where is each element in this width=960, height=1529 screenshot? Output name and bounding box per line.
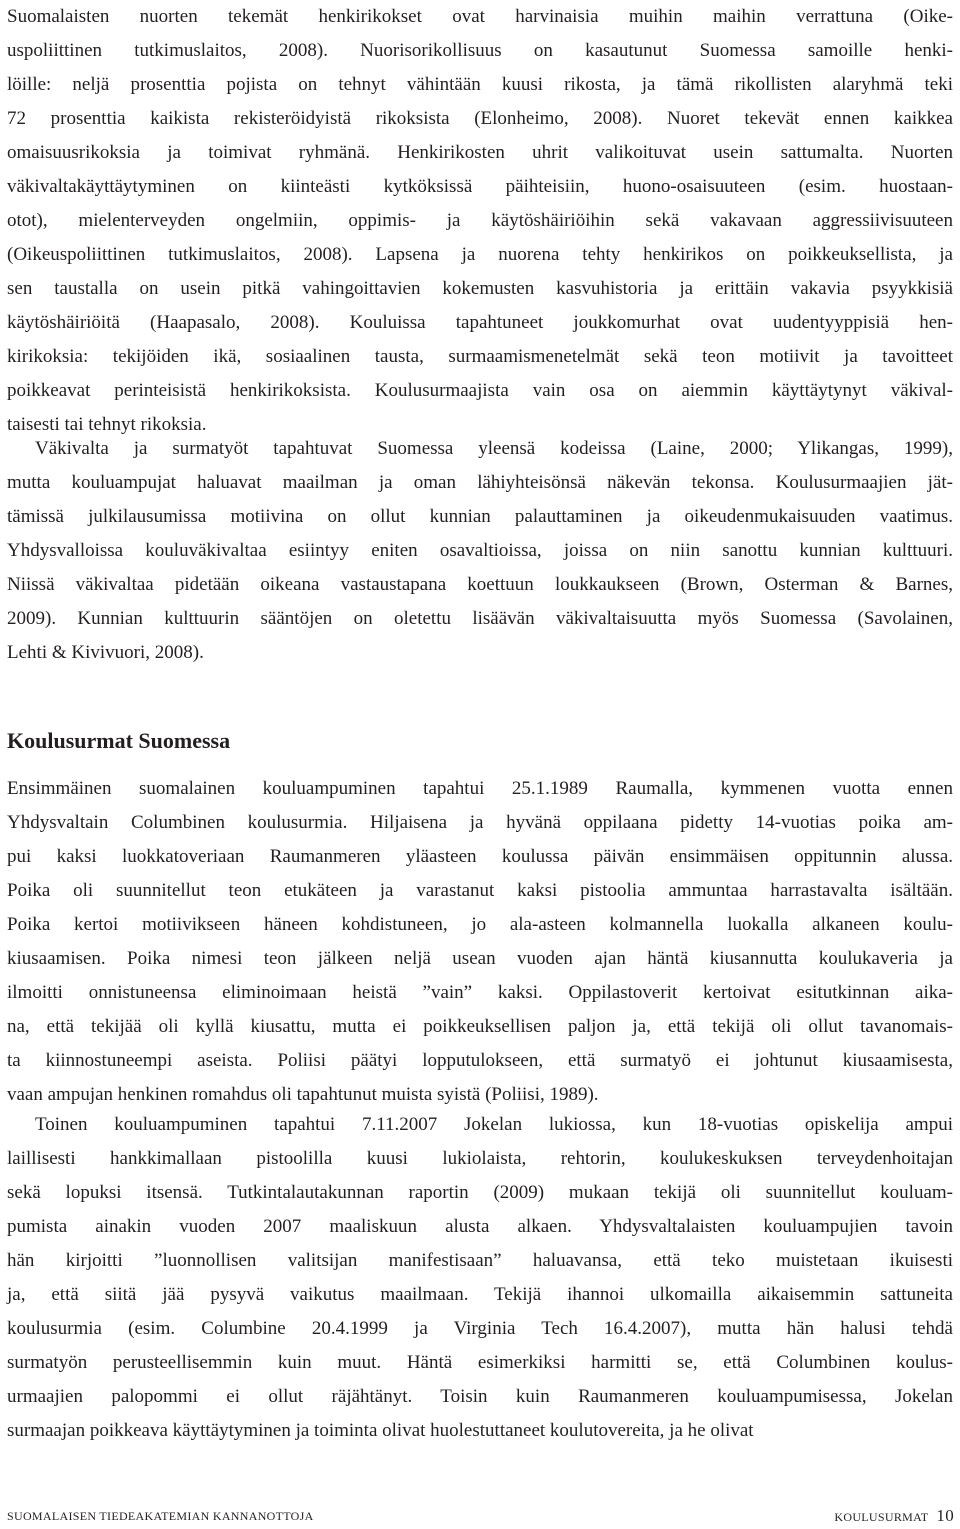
text-line: Ensimmäinen suomalainen kouluampuminen tapahtui 25.1.1989 Raumalla, kymmenen vuotta ennen [7,778,953,799]
footer-right [834,1508,954,1525]
text-line: 2009). Kunnian kulttuurin sääntöjen on oletettu lisäävän väkivaltaisuutta myös Suomessa (Savolainen, [7,608,953,629]
text-line: na, että tekijää oli kyllä kiusattu, mutta ei poikkeuksellisen paljon ja, että tekijä oli ollut tavanomais- [7,1016,953,1037]
paragraph-3 [7,772,953,1112]
page-number: 10 [936,1506,954,1525]
text-line: väkivaltakäyttäytyminen on kiinteästi kytköksissä päihteisiin, huono-osaisuuteen (esim. huostaan- [7,176,953,197]
footer-publication: SUOMALAISEN TIEDEAKATEMIAN KANNANOTTOJA [7,1509,314,1523]
text-line: Poika oli suunnitellut teon etukäteen ja varastanut kaksi pistoolia ammuntaa harrastavalta isältään. [7,880,953,901]
text-line: ta kiinnostuneempi aseista. Poliisi päätyi lopputulokseen, että surmatyö ei johtunut kiusaamisesta, [7,1050,953,1071]
footer-title: KOULUSURMAT [834,1510,929,1524]
text-line: uspoliittinen tutkimuslaitos, 2008). Nuorisorikollisuus on kasautunut Suomessa samoille henki- [7,40,953,61]
text-line: sen taustalla on usein pitkä vahingoittavien kokemusten kasvuhistoria ja erittäin vakavia psyykkisiä [7,278,953,299]
text-line: Toinen kouluampuminen tapahtui 7.11.2007 Jokelan lukiossa, kun 18-vuotias opiskelija ampui [35,1114,953,1135]
text-line: 72 prosenttia kaikista rekisteröidyistä rikoksista (Elonheimo, 2008). Nuoret tekevät ennen kaikkea [7,108,953,129]
text-line: pumista ainakin vuoden 2007 maaliskuun alusta alkaen. Yhdysvaltalaisten kouluampujien tavoin [7,1216,953,1237]
paragraph-4 [7,1108,953,1448]
text-line: ilmoitti onnistuneensa eliminoimaan heistä ”vain” kaksi. Oppilastoverit kertoivat esitutkinnan aika- [7,982,953,1003]
text-line: Väkivalta ja surmatyöt tapahtuvat Suomessa yleensä kodeissa (Laine, 2000; Ylikangas, 1999), [35,438,953,459]
text-line: taisesti tai tehnyt rikoksia. [7,414,207,435]
text-line: Yhdysvalloissa kouluväkivaltaa esiintyy eniten osavaltioissa, joissa on niin sanottu kunnian kulttuuri. [7,540,953,561]
text-line: otot), mielenterveyden ongelmiin, oppimis- ja käytöshäiriöihin sekä vakavaan aggressiivisuuteen [7,210,953,231]
text-line: vaan ampujan henkinen romahdus oli tapahtunut muista syistä (Poliisi, 1989). [7,1084,599,1105]
text-line: surmaajan poikkeava käyttäytyminen ja toiminta olivat huolestuttaneet koulutovereita, ja he olivat [7,1420,754,1441]
text-line: surmatyön perusteellisemmin kuin muut. Häntä esimerkiksi harmitti se, että Columbinen koulus- [7,1352,953,1373]
text-line: Niissä väkivaltaa pidetään oikeana vastaustapana koettuun loukkaukseen (Brown, Osterman & Barnes, [7,574,953,595]
text-line: ja, että siitä jää pysyvä vaikutus maailmaan. Tekijä ihannoi ulkomailla aikaisemmin sattuneita [7,1284,953,1305]
text-line: tämissä julkilausumissa motiivina on ollut kunnian palauttaminen ja oikeudenmukaisuuden vaatimus. [7,506,953,527]
text-line: Lehti & Kivivuori, 2008). [7,642,204,663]
text-line: sekä lopuksi itsensä. Tutkintalautakunnan raportin (2009) mukaan tekijä oli suunnitellut kouluam- [7,1182,953,1203]
text-line: laillisesti hankkimallaan pistoolilla kuusi lukiolaista, rehtorin, koulukeskuksen terveydenhoitajan [7,1148,953,1169]
text-line: pui kaksi luokkatoveriaan Raumanmeren yläasteen koulussa päivän ensimmäisen oppitunnin alussa. [7,846,953,867]
text-line: koulusurmia (esim. Columbine 20.4.1999 ja Virginia Tech 16.4.2007), mutta hän halusi tehdä [7,1318,953,1339]
paragraph-1 [7,0,953,442]
text-line: Yhdysvaltain Columbinen koulusurmia. Hiljaisena ja hyvänä oppilaana pidetty 14-vuotias poika am- [7,812,953,833]
text-line: hän kirjoitti ”luonnollisen valitsijan manifestisaan” haluavansa, että teko muistetaan ikuisesti [7,1250,953,1271]
text-line: Poika kertoi motiivikseen häneen kohdistuneen, jo ala-asteen kolmannella luokalla alkaneen koulu- [7,914,953,935]
text-line: mutta kouluampujat haluavat maailman ja oman lähiyhteisönsä näkevän tekonsa. Koulusurmaajien jät- [7,472,953,493]
text-line: omaisuusrikoksia ja toimivat ryhmänä. Henkirikosten uhrit valikoituvat usein sattumalta. Nuorten [7,142,953,163]
text-line: Suomalaisten nuorten tekemät henkirikokset ovat harvinaisia muihin maihin verrattuna (Oike- [7,6,953,27]
text-line: poikkeavat perinteisistä henkirikoksista. Koulusurmaajista vain osa on aiemmin käyttäytynyt väkival- [7,380,953,401]
section-heading: Koulusurmat Suomessa [7,728,231,753]
text-line: (Oikeuspoliittinen tutkimuslaitos, 2008). Lapsena ja nuorena tehty henkirikos on poikkeuksellista, ja [7,244,953,265]
text-line: käytöshäiriöitä (Haapasalo, 2008). Kouluissa tapahtuneet joukkomurhat ovat uudentyyppisiä hen- [7,312,953,333]
text-line: kiusaamisen. Poika nimesi teon jälkeen neljä usean vuoden ajan häntä kiusannutta koulukaveria ja [7,948,953,969]
text-line: urmaajien palopommi ei ollut räjähtänyt. Toisin kuin Raumanmeren kouluampumisessa, Jokelan [7,1386,953,1407]
text-line: kirikoksia: tekijöiden ikä, sosiaalinen tausta, surmaamismenetelmät sekä teon motiivit ja tavoitteet [7,346,953,367]
text-line: löille: neljä prosenttia pojista on tehnyt vähintään kuusi rikosta, ja tämä rikollisten alaryhmä teki [7,74,953,95]
paragraph-2 [7,432,953,670]
